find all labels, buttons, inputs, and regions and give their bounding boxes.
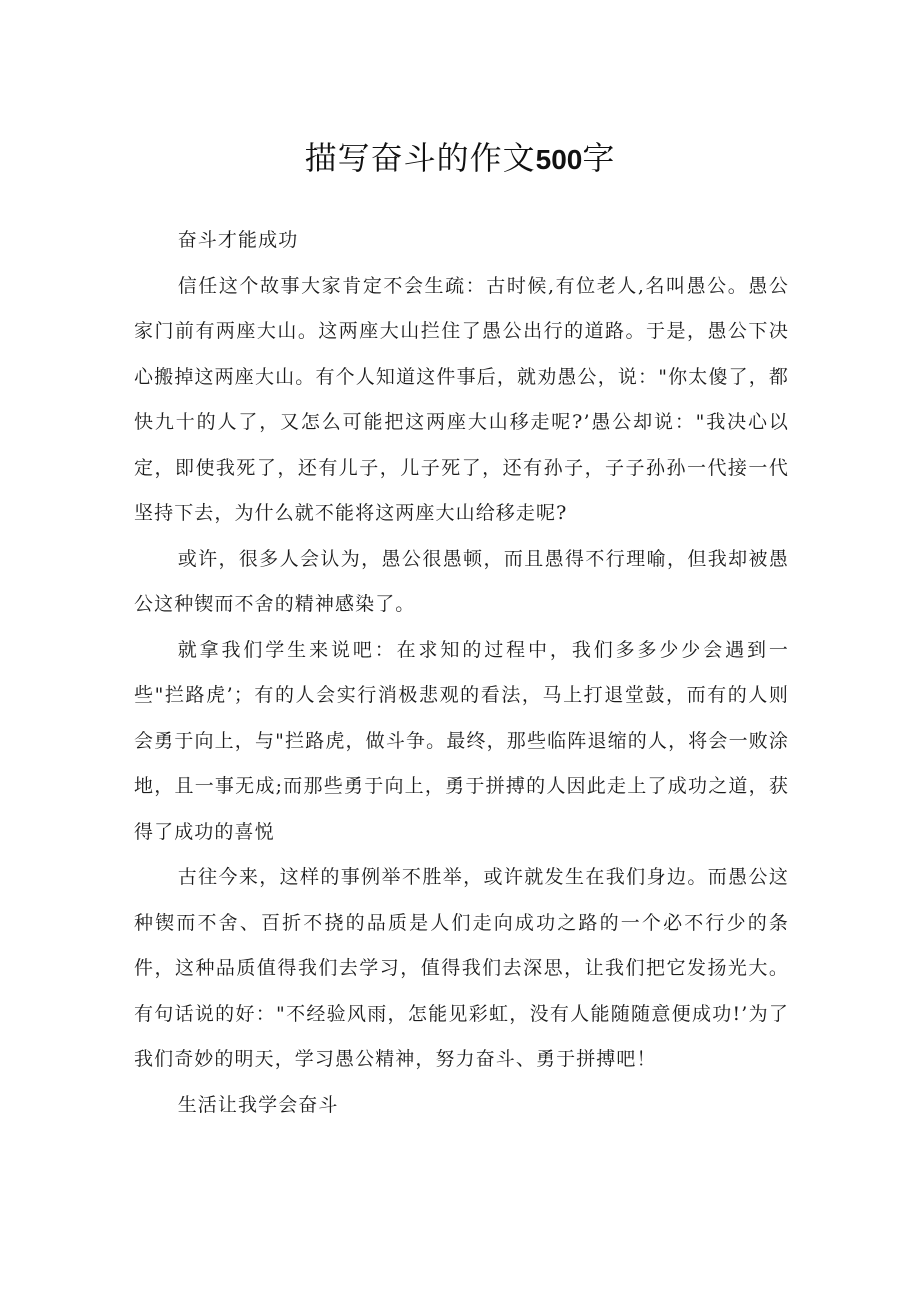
title-main: 描写奋斗的作文 <box>304 139 536 177</box>
title-suffix: 字 <box>582 139 616 177</box>
body-paragraph: 或许，很多人会认为，愚公很愚顿，而且愚得不行理喻，但我却被愚公这种锲而不舍的精神感染了。 <box>134 547 789 615</box>
subheading-paragraph: 奋斗才能成功 <box>177 229 299 251</box>
body-paragraph: 就拿我们学生来说吧：在求知的过程中，我们多多少少会遇到一些"拦路虎’；有的人会实行消极悲观的看法，马上打退堂鼓，而有的人则会勇于向上，与"拦路虎，做斗争。最终，那些临阵退缩的人，将会一败涂地，且一事无成;而那些勇于向上，勇于拼搏的人因此走上了成功之道，获得了成功的喜悦 <box>134 638 789 843</box>
body-paragraph: 信任这个故事大家肯定不会生疏：古时候,有位老人,名叫愚公。愚公家门前有两座大山。这两座大山拦住了愚公出行的道路。于是，愚公下决心搬掉这两座大山。有个人知道这件事后，就劝愚公，说："你太傻了，都快九十的人了，又怎么可能把这两座大山移走呢?’愚公却说："我决心以定，即使我死了，还有儿子，儿子死了，还有孙子，子子孙孙一代接一代坚持下去，为什么就不能将这两座大山给移走呢? <box>134 274 789 524</box>
page-title <box>0 136 920 182</box>
subheading-paragraph: 生活让我学会奋斗 <box>177 1093 339 1116</box>
essay-body <box>134 218 789 1128</box>
body-paragraph: 古往今来，这样的事例举不胜举，或许就发生在我们身边。而愚公这种锲而不舍、百折不挠的品质是人们走向成功之路的一个必不行少的条件，这种品质值得我们去学习，值得我们去深思，让我们把它发扬光大。有句话说的好："不经验风雨，怎能见彩虹，没有人能随随意便成功!’为了我们奇妙的明天，学习愚公精神，努力奋斗、勇于拼搏吧！ <box>134 866 789 1070</box>
title-number: 500 <box>535 144 583 175</box>
